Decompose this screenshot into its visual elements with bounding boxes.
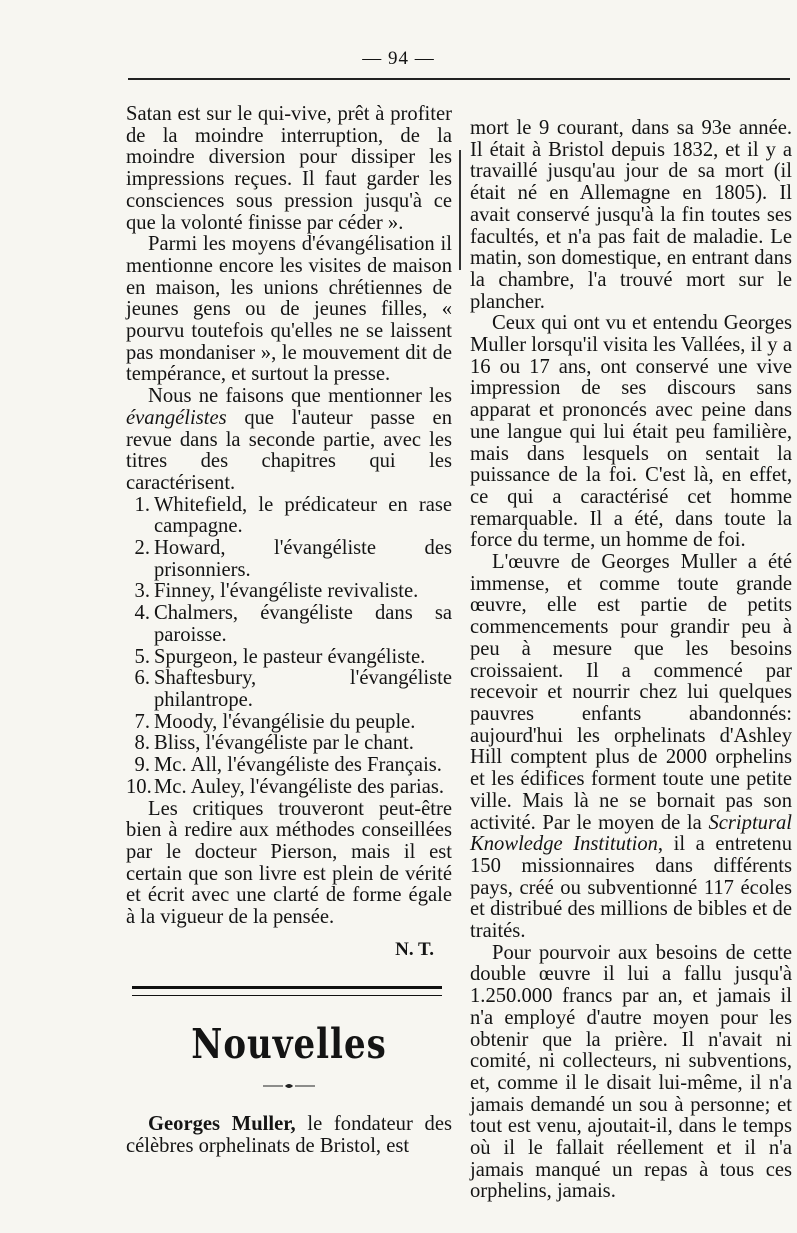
list-number: 10. xyxy=(126,775,152,798)
paragraph-critiques: Les critiques trouveront peut-être bien à redire aux méthodes conseillées par le docteur Pierson, mais il est certain que son livre est plein de vérité et écrit avec une clarté de forme égale à la vigueur de la pensée. xyxy=(126,797,452,929)
list-text: Spurgeon, le pasteur évangéliste. xyxy=(154,645,426,668)
right-column xyxy=(470,118,792,1203)
list-item xyxy=(126,603,452,646)
list-text: Shaftesbury, l'évangéliste philantrope. xyxy=(154,667,452,711)
header-rule xyxy=(128,78,790,80)
paragraph-news-start xyxy=(126,1114,452,1157)
page-number: — 94 — xyxy=(362,48,435,69)
italic-term: évangélistes xyxy=(126,406,227,429)
paragraph-mort: mort le 9 courant, dans sa 93e année. Il était à Bristol depuis 1832, et il y a travaillé jusqu'au jour de sa mort (il était né en Allemagne en 1805). Il avait conservé jusqu'à la fin toutes ses facultés, et n'a pas fait de maladie. Le matin, son domestique, en entrant dans la chambre, l'a trouvé mort sur le plancher. xyxy=(470,117,792,313)
paragraph-moyens: Parmi les moyens d'évangélisation il mentionne encore les visites de maison en maison, les unions chrétiennes de jeunes gens ou de jeunes filles, « pourvu toutefois qu'elles ne se laissent pas mondaniser », le mouvement dit de tempérance, et surtout la presse. xyxy=(126,233,452,386)
list-item xyxy=(126,581,452,603)
section-divider-thin xyxy=(132,995,442,996)
list-item xyxy=(126,668,452,711)
paragraph-besoins: Pour pourvoir aux besoins de cette double œuvre il lui a fallu jusqu'à 1.250.000 francs par an, et jamais il n'a employé d'autre moyen pour les obtenir que la prière. Il n'avait ni comité, ni collecteurs, ni subventions, et, comme il le disait lui-même, il n'a jamais demandé un sou à personne; et tout est venu, ajoutait-il, dans le temps où il le fallait réellement et il n'a jamais manqué un repas à tous ces orphelins, jamais. xyxy=(470,941,792,1203)
list-text: Howard, l'évangéliste des prisonniers. xyxy=(154,537,452,581)
text-segment: que l'auteur passe en revue dans la seconde partie, avec les titres des chapitres qui les caractérisent. xyxy=(126,406,452,494)
list-item xyxy=(126,647,452,669)
list-number: 6. xyxy=(134,667,150,690)
column-margin-mark xyxy=(459,150,461,270)
section-title: Nouvelles xyxy=(191,1021,387,1070)
list-number: 8. xyxy=(134,732,150,755)
paragraph-evangelistes xyxy=(126,386,452,495)
list-item xyxy=(126,538,452,581)
left-column xyxy=(126,104,452,1158)
list-text: Bliss, l'évangéliste par le chant. xyxy=(154,732,414,755)
text-segment: , il a entretenu 150 missionnaires dans différents pays, créé ou subventionné 117 écoles et distribué des millions de bibles et de traités. xyxy=(470,833,793,943)
news-name: Georges Muller, xyxy=(148,1113,296,1136)
list-text: Mc. Auley, l'évangéliste des parias. xyxy=(154,775,445,798)
text-segment: le fondateur des célèbres orphelinats de Bristol, est xyxy=(126,1113,452,1157)
paragraph-oeuvre xyxy=(470,552,792,943)
list-number: 4. xyxy=(134,602,150,625)
italic-term: Scriptural Knowledge Institution xyxy=(470,811,792,856)
chapter-list xyxy=(126,495,452,799)
text-segment: L'œuvre de Georges Muller a été immense, et comme toute grande œuvre, elle est partie de petits commencements pour grandir peu à peu à mesure que les besoins croissaient. Il a commencé par recevoir et nourrir chez lui quelques pauvres enfants abandonnés: aujourd'hui les orphelinats d'Ashley Hill comptent plus de 2000 orphelins et les édifices forment toute une petite ville. Mais là ne se bornait pas son activité. Par le moyen de la xyxy=(470,551,792,834)
ornament-divider xyxy=(126,1076,452,1098)
list-text: Whitefield, le prédicateur en rase campagne. xyxy=(154,493,452,538)
list-item xyxy=(126,733,452,755)
list-number: 7. xyxy=(134,710,150,733)
list-text: Finney, l'évangéliste revivaliste. xyxy=(154,580,419,603)
list-number: 2. xyxy=(134,537,150,560)
text-segment: Nous ne faisons que mentionner les xyxy=(148,385,452,408)
list-item xyxy=(126,755,452,777)
section-divider xyxy=(132,986,442,989)
list-number: 5. xyxy=(134,645,150,668)
paragraph-satan: Satan est sur le qui-vive, prêt à profiter de la moindre interruption, de la moindre diversion pour dissiper les impressions reçues. Il faut garder les consciences sous pression jusqu'à ce que la volonté finisse par céder ». xyxy=(126,103,452,234)
author-signature: N. T. xyxy=(395,938,434,960)
list-text: Chalmers, évangéliste dans sa paroisse. xyxy=(154,602,452,646)
list-item xyxy=(126,777,452,799)
list-text: Mc. All, l'évangéliste des Français. xyxy=(154,754,442,777)
ornament-icon xyxy=(259,1082,319,1090)
list-number: 1. xyxy=(134,493,150,516)
paragraph-ceux: Ceux qui ont vu et entendu Georges Muller lorsqu'il visita les Vallées, il y a 16 ou 17 ans, ont conservé une vive impression de ses discours sans apparat et prononcés avec peine dans une langue qui lui était peu familière, mais dans lesquels on sentait la puissance de la foi. C'est là, en effet, ce qui a caractérisé cet homme remarquable. Il a été, dans toute la force du terme, un homme de foi. xyxy=(470,312,792,552)
list-item xyxy=(126,712,452,734)
list-number: 9. xyxy=(134,754,150,777)
list-item xyxy=(126,495,452,538)
list-text: Moody, l'évangélisie du peuple. xyxy=(154,710,416,733)
list-number: 3. xyxy=(134,580,150,603)
